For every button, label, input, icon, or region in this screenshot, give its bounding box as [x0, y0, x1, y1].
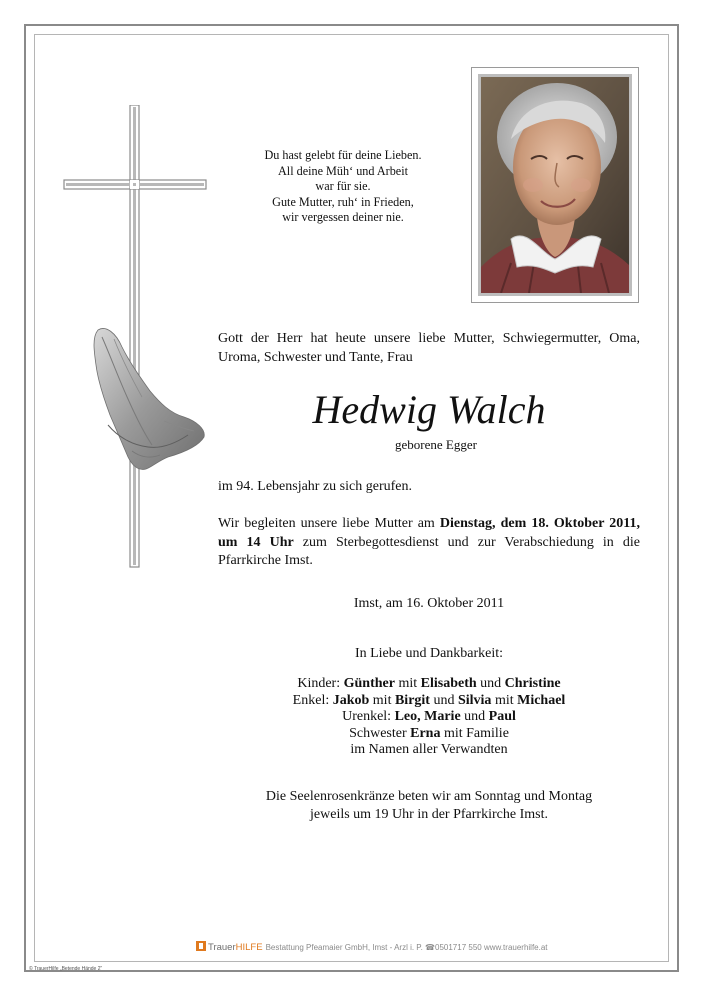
- connector: mit: [394, 676, 421, 691]
- footer: [196, 941, 548, 955]
- grandchild-name: Jakob: [332, 692, 370, 708]
- trauerhilfe-logo-icon: [196, 941, 206, 951]
- sister-name: Erna: [410, 725, 441, 741]
- poem-line: war für sie.: [315, 179, 371, 194]
- grandchild-name: Silvia: [457, 692, 492, 708]
- intro-text: Gott der Herr hat heute unsere liebe Mutter, Schwiegermutter, Oma, Uroma, Schwester und Tante, Frau: [218, 331, 640, 365]
- poem: [228, 148, 458, 226]
- poem-line: Gute Mutter, ruh‘ in Frieden,: [272, 194, 414, 209]
- deceased-name: Hedwig Walch: [312, 387, 546, 432]
- funeral-time: um 14 Uhr: [218, 534, 294, 550]
- footer-contact: Bestattung Pfeamaier GmbH, Imst - Arzl i. P. ☎0501717 550 www.trauerhilfe.at: [265, 943, 548, 952]
- children-line: [218, 676, 640, 693]
- portrait-image: [481, 77, 629, 293]
- maiden-name: geborene Egger: [395, 437, 477, 452]
- child-partner-name: Elisabeth: [420, 676, 477, 691]
- grandchild-partner-name: Michael: [517, 692, 566, 708]
- family-list: [218, 676, 640, 759]
- child-name: Günther: [343, 676, 395, 691]
- children-label: Kinder:: [297, 676, 344, 691]
- rosary-notice: [218, 788, 640, 823]
- rosary-line: Die Seelenrosenkränze beten wir am Sonntag und Montag: [265, 789, 593, 804]
- place-date: Imst, am 16. Oktober 2011: [353, 596, 505, 611]
- poem-line: wir vergessen deiner nie.: [282, 210, 404, 225]
- praying-hands-icon: [88, 325, 208, 475]
- connector: und: [460, 709, 489, 724]
- child-name: Christine: [504, 676, 561, 691]
- great-grandchild-name: Paul: [488, 709, 516, 724]
- connector: mit: [491, 692, 518, 708]
- great-grandchildren-line: [218, 709, 640, 726]
- cross-with-hands: [60, 105, 220, 575]
- grandchildren-line: [218, 693, 640, 710]
- portrait-frame: [471, 67, 639, 303]
- connector: mit: [369, 692, 395, 708]
- funeral-text-before: Wir begleiten unsere liebe Mutter am: [218, 516, 440, 531]
- connector: und: [476, 676, 505, 691]
- poem-line: All deine Müh‘ und Arbeit: [278, 163, 408, 178]
- gratitude-line: In Liebe und Dankbarkeit:: [354, 646, 504, 661]
- funeral-text-after: zum Sterbegottesdienst und zur Verabschiedung in die Pfarrkirche Imst.: [218, 534, 640, 568]
- connector: und: [429, 692, 458, 708]
- sister-line: [218, 726, 640, 743]
- relatives-line: im Namen aller Verwandten: [350, 742, 508, 757]
- brand-name-part1: Trauer: [208, 942, 236, 953]
- funeral-date: Dienstag, dem 18. Oktober 2011,: [439, 516, 640, 531]
- grandchildren-label: Enkel:: [292, 692, 333, 708]
- sister-label: Schwester: [349, 725, 411, 741]
- funeral-text: [218, 515, 640, 571]
- poem-line: Du hast gelebt für deine Lieben.: [264, 148, 422, 162]
- sister-suffix: mit Familie: [440, 725, 509, 741]
- grandchild-partner-name: Birgit: [394, 692, 430, 708]
- portrait-photo: [478, 74, 632, 296]
- age-line: im 94. Lebensjahr zu sich gerufen.: [218, 479, 412, 494]
- rosary-line: jeweils um 19 Uhr in der Pfarrkirche Imst.: [310, 806, 548, 822]
- great-grandchildren-label: Urenkel:: [342, 709, 395, 724]
- brand-name-part2: HILFE: [235, 942, 263, 953]
- great-grandchild-names: Leo, Marie: [394, 709, 461, 724]
- copyright-note: © TrauerHilfe „Betende Hände 2“: [29, 966, 103, 972]
